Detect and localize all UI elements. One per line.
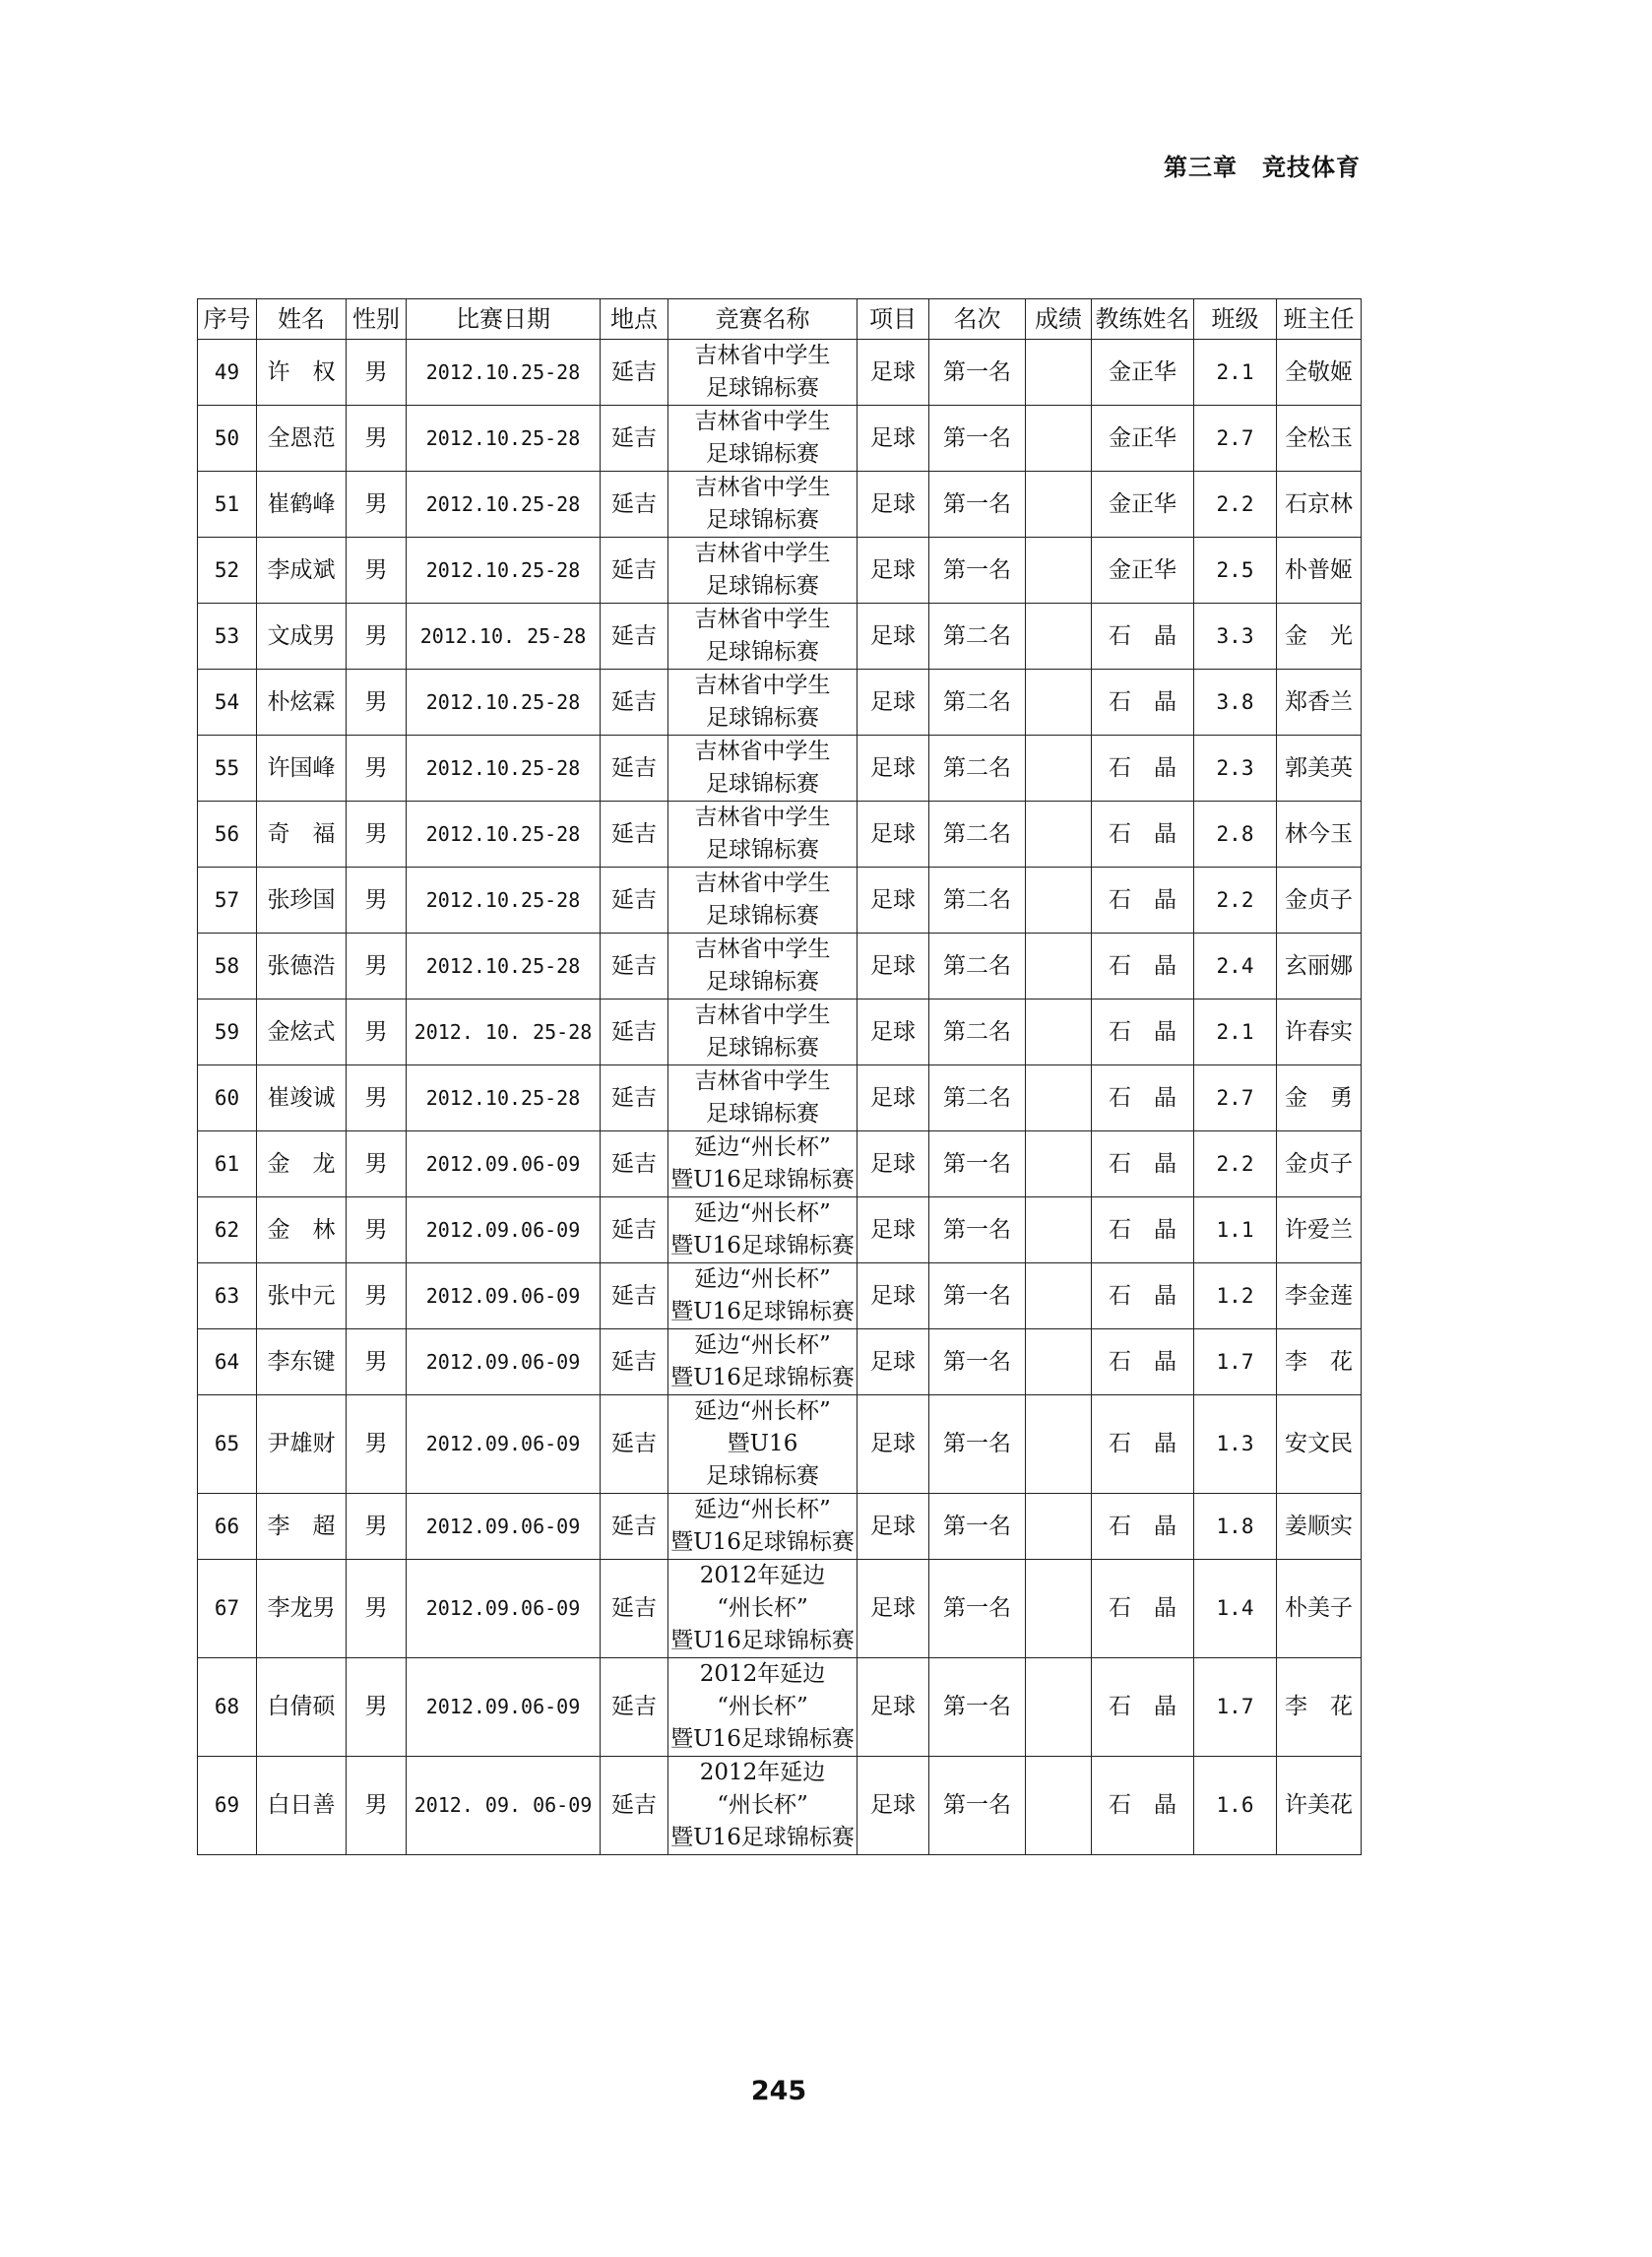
cell-class: 2.2 bbox=[1194, 868, 1277, 934]
header-place: 地点 bbox=[601, 299, 668, 340]
table-row bbox=[198, 406, 1362, 472]
cell-place: 延吉 bbox=[601, 1131, 668, 1197]
cell-coach: 石 晶 bbox=[1092, 1757, 1194, 1855]
cell-no: 54 bbox=[198, 670, 257, 736]
cell-rank: 第二名 bbox=[929, 604, 1026, 670]
cell-class: 2.5 bbox=[1194, 538, 1277, 604]
cell-date: 2012.09.06-09 bbox=[407, 1263, 601, 1329]
cell-event: 足球 bbox=[858, 1560, 929, 1658]
cell-gender: 男 bbox=[347, 1263, 407, 1329]
cell-date: 2012.09.06-09 bbox=[407, 1395, 601, 1494]
table-row bbox=[198, 1494, 1362, 1560]
cell-result bbox=[1026, 538, 1092, 604]
cell-event: 足球 bbox=[858, 406, 929, 472]
cell-coach: 石 晶 bbox=[1092, 1131, 1194, 1197]
header-competition: 竞赛名称 bbox=[668, 299, 858, 340]
cell-gender: 男 bbox=[347, 1494, 407, 1560]
table-row bbox=[198, 736, 1362, 802]
cell-teacher: 全敬姬 bbox=[1277, 340, 1362, 406]
table-row bbox=[198, 1000, 1362, 1065]
cell-place: 延吉 bbox=[601, 1263, 668, 1329]
cell-coach: 石 晶 bbox=[1092, 1395, 1194, 1494]
cell-event: 足球 bbox=[858, 802, 929, 868]
cell-rank: 第二名 bbox=[929, 670, 1026, 736]
cell-result bbox=[1026, 802, 1092, 868]
cell-name: 许国峰 bbox=[257, 736, 347, 802]
cell-gender: 男 bbox=[347, 1395, 407, 1494]
cell-class: 3.3 bbox=[1194, 604, 1277, 670]
cell-date: 2012.10.25-28 bbox=[407, 406, 601, 472]
cell-date: 2012.10.25-28 bbox=[407, 538, 601, 604]
cell-place: 延吉 bbox=[601, 1329, 668, 1395]
cell-gender: 男 bbox=[347, 406, 407, 472]
cell-no: 65 bbox=[198, 1395, 257, 1494]
cell-result bbox=[1026, 604, 1092, 670]
cell-gender: 男 bbox=[347, 1757, 407, 1855]
cell-coach: 金正华 bbox=[1092, 406, 1194, 472]
table-row bbox=[198, 802, 1362, 868]
cell-gender: 男 bbox=[347, 1065, 407, 1131]
header-date: 比赛日期 bbox=[407, 299, 601, 340]
cell-coach: 石 晶 bbox=[1092, 868, 1194, 934]
cell-gender: 男 bbox=[347, 1131, 407, 1197]
cell-place: 延吉 bbox=[601, 538, 668, 604]
cell-event: 足球 bbox=[858, 538, 929, 604]
cell-competition: 吉林省中学生 足球锦标赛 bbox=[668, 736, 858, 802]
cell-teacher: 玄丽娜 bbox=[1277, 934, 1362, 1000]
cell-gender: 男 bbox=[347, 934, 407, 1000]
cell-place: 延吉 bbox=[601, 1000, 668, 1065]
cell-date: 2012.10.25-28 bbox=[407, 1065, 601, 1131]
table-row bbox=[198, 1329, 1362, 1395]
cell-place: 延吉 bbox=[601, 1395, 668, 1494]
cell-no: 67 bbox=[198, 1560, 257, 1658]
cell-rank: 第一名 bbox=[929, 1197, 1026, 1263]
cell-teacher: 金 勇 bbox=[1277, 1065, 1362, 1131]
cell-coach: 石 晶 bbox=[1092, 670, 1194, 736]
cell-date: 2012.10.25-28 bbox=[407, 736, 601, 802]
cell-no: 51 bbox=[198, 472, 257, 538]
cell-result bbox=[1026, 1329, 1092, 1395]
cell-teacher: 全松玉 bbox=[1277, 406, 1362, 472]
cell-class: 1.7 bbox=[1194, 1329, 1277, 1395]
table-row bbox=[198, 538, 1362, 604]
table-row bbox=[198, 934, 1362, 1000]
cell-name: 李龙男 bbox=[257, 1560, 347, 1658]
cell-gender: 男 bbox=[347, 802, 407, 868]
cell-class: 1.2 bbox=[1194, 1263, 1277, 1329]
table-row bbox=[198, 604, 1362, 670]
cell-date: 2012. 09. 06-09 bbox=[407, 1757, 601, 1855]
cell-rank: 第二名 bbox=[929, 868, 1026, 934]
cell-rank: 第一名 bbox=[929, 1131, 1026, 1197]
cell-teacher: 许爱兰 bbox=[1277, 1197, 1362, 1263]
cell-competition: 吉林省中学生 足球锦标赛 bbox=[668, 406, 858, 472]
page-number: 245 bbox=[750, 2076, 807, 2106]
cell-gender: 男 bbox=[347, 1658, 407, 1757]
cell-class: 2.4 bbox=[1194, 934, 1277, 1000]
cell-place: 延吉 bbox=[601, 472, 668, 538]
cell-name: 朴炫霖 bbox=[257, 670, 347, 736]
cell-gender: 男 bbox=[347, 868, 407, 934]
header-gender: 性别 bbox=[347, 299, 407, 340]
cell-no: 63 bbox=[198, 1263, 257, 1329]
cell-result bbox=[1026, 1757, 1092, 1855]
cell-rank: 第一名 bbox=[929, 1560, 1026, 1658]
cell-competition: 吉林省中学生 足球锦标赛 bbox=[668, 340, 858, 406]
cell-place: 延吉 bbox=[601, 802, 668, 868]
cell-no: 60 bbox=[198, 1065, 257, 1131]
cell-competition: 吉林省中学生 足球锦标赛 bbox=[668, 538, 858, 604]
cell-result bbox=[1026, 736, 1092, 802]
cell-class: 1.4 bbox=[1194, 1560, 1277, 1658]
table-row bbox=[198, 670, 1362, 736]
cell-event: 足球 bbox=[858, 1197, 929, 1263]
cell-class: 2.7 bbox=[1194, 1065, 1277, 1131]
cell-class: 1.1 bbox=[1194, 1197, 1277, 1263]
cell-rank: 第一名 bbox=[929, 1263, 1026, 1329]
cell-class: 2.3 bbox=[1194, 736, 1277, 802]
cell-date: 2012.10.25-28 bbox=[407, 934, 601, 1000]
cell-rank: 第一名 bbox=[929, 1329, 1026, 1395]
cell-class: 1.8 bbox=[1194, 1494, 1277, 1560]
table-row bbox=[198, 1263, 1362, 1329]
cell-teacher: 石京林 bbox=[1277, 472, 1362, 538]
cell-event: 足球 bbox=[858, 934, 929, 1000]
cell-teacher: 李金莲 bbox=[1277, 1263, 1362, 1329]
cell-event: 足球 bbox=[858, 472, 929, 538]
cell-name: 尹雄财 bbox=[257, 1395, 347, 1494]
cell-place: 延吉 bbox=[601, 736, 668, 802]
table-header-row bbox=[198, 299, 1362, 340]
cell-event: 足球 bbox=[858, 670, 929, 736]
cell-competition: 吉林省中学生 足球锦标赛 bbox=[668, 670, 858, 736]
cell-coach: 金正华 bbox=[1092, 538, 1194, 604]
table-row bbox=[198, 1658, 1362, 1757]
cell-teacher: 林今玉 bbox=[1277, 802, 1362, 868]
header-name: 姓名 bbox=[257, 299, 347, 340]
cell-place: 延吉 bbox=[601, 868, 668, 934]
cell-place: 延吉 bbox=[601, 934, 668, 1000]
cell-date: 2012.09.06-09 bbox=[407, 1197, 601, 1263]
cell-coach: 石 晶 bbox=[1092, 1197, 1194, 1263]
cell-no: 61 bbox=[198, 1131, 257, 1197]
header-result: 成绩 bbox=[1026, 299, 1092, 340]
cell-result bbox=[1026, 1131, 1092, 1197]
cell-name: 全恩范 bbox=[257, 406, 347, 472]
cell-rank: 第一名 bbox=[929, 406, 1026, 472]
cell-event: 足球 bbox=[858, 604, 929, 670]
cell-teacher: 金贞子 bbox=[1277, 868, 1362, 934]
cell-rank: 第二名 bbox=[929, 934, 1026, 1000]
cell-name: 李 超 bbox=[257, 1494, 347, 1560]
cell-event: 足球 bbox=[858, 736, 929, 802]
cell-result bbox=[1026, 868, 1092, 934]
cell-class: 2.8 bbox=[1194, 802, 1277, 868]
cell-name: 许 权 bbox=[257, 340, 347, 406]
cell-teacher: 许春实 bbox=[1277, 1000, 1362, 1065]
cell-rank: 第一名 bbox=[929, 472, 1026, 538]
cell-no: 69 bbox=[198, 1757, 257, 1855]
table-row bbox=[198, 340, 1362, 406]
cell-rank: 第二名 bbox=[929, 1000, 1026, 1065]
cell-event: 足球 bbox=[858, 1329, 929, 1395]
cell-rank: 第二名 bbox=[929, 802, 1026, 868]
cell-teacher: 郑香兰 bbox=[1277, 670, 1362, 736]
cell-competition: 吉林省中学生 足球锦标赛 bbox=[668, 604, 858, 670]
cell-date: 2012.10.25-28 bbox=[407, 868, 601, 934]
cell-name: 金 龙 bbox=[257, 1131, 347, 1197]
cell-event: 足球 bbox=[858, 1065, 929, 1131]
cell-result bbox=[1026, 1494, 1092, 1560]
table-row bbox=[198, 1131, 1362, 1197]
table-row bbox=[198, 1757, 1362, 1855]
cell-place: 延吉 bbox=[601, 406, 668, 472]
cell-result bbox=[1026, 472, 1092, 538]
cell-result bbox=[1026, 1395, 1092, 1494]
cell-event: 足球 bbox=[858, 1757, 929, 1855]
cell-teacher: 金贞子 bbox=[1277, 1131, 1362, 1197]
cell-event: 足球 bbox=[858, 340, 929, 406]
header-no: 序号 bbox=[198, 299, 257, 340]
cell-rank: 第一名 bbox=[929, 1658, 1026, 1757]
cell-no: 66 bbox=[198, 1494, 257, 1560]
cell-gender: 男 bbox=[347, 1560, 407, 1658]
cell-name: 金炫式 bbox=[257, 1000, 347, 1065]
cell-no: 58 bbox=[198, 934, 257, 1000]
cell-class: 1.7 bbox=[1194, 1658, 1277, 1757]
cell-teacher: 朴普姬 bbox=[1277, 538, 1362, 604]
cell-date: 2012. 10. 25-28 bbox=[407, 1000, 601, 1065]
cell-no: 57 bbox=[198, 868, 257, 934]
cell-place: 延吉 bbox=[601, 340, 668, 406]
cell-result bbox=[1026, 1000, 1092, 1065]
cell-event: 足球 bbox=[858, 1263, 929, 1329]
cell-rank: 第一名 bbox=[929, 1395, 1026, 1494]
header-coach: 教练姓名 bbox=[1092, 299, 1194, 340]
cell-gender: 男 bbox=[347, 736, 407, 802]
cell-name: 文成男 bbox=[257, 604, 347, 670]
cell-coach: 石 晶 bbox=[1092, 604, 1194, 670]
cell-no: 49 bbox=[198, 340, 257, 406]
cell-event: 足球 bbox=[858, 1131, 929, 1197]
cell-date: 2012.09.06-09 bbox=[407, 1560, 601, 1658]
cell-coach: 石 晶 bbox=[1092, 1263, 1194, 1329]
cell-name: 崔竣诚 bbox=[257, 1065, 347, 1131]
cell-gender: 男 bbox=[347, 604, 407, 670]
cell-class: 1.3 bbox=[1194, 1395, 1277, 1494]
cell-name: 金 林 bbox=[257, 1197, 347, 1263]
cell-place: 延吉 bbox=[601, 1658, 668, 1757]
cell-competition: 吉林省中学生 足球锦标赛 bbox=[668, 1065, 858, 1131]
cell-result bbox=[1026, 1197, 1092, 1263]
cell-teacher: 朴美子 bbox=[1277, 1560, 1362, 1658]
cell-coach: 石 晶 bbox=[1092, 736, 1194, 802]
cell-event: 足球 bbox=[858, 1000, 929, 1065]
cell-teacher: 郭美英 bbox=[1277, 736, 1362, 802]
cell-competition: 延边“州长杯” 暨U16 足球锦标赛 bbox=[668, 1395, 858, 1494]
cell-gender: 男 bbox=[347, 340, 407, 406]
cell-gender: 男 bbox=[347, 1000, 407, 1065]
cell-name: 张德浩 bbox=[257, 934, 347, 1000]
cell-date: 2012.09.06-09 bbox=[407, 1131, 601, 1197]
cell-no: 64 bbox=[198, 1329, 257, 1395]
cell-result bbox=[1026, 406, 1092, 472]
cell-date: 2012.10.25-28 bbox=[407, 472, 601, 538]
header-class: 班级 bbox=[1194, 299, 1277, 340]
cell-gender: 男 bbox=[347, 670, 407, 736]
cell-date: 2012.10.25-28 bbox=[407, 670, 601, 736]
cell-teacher: 安文民 bbox=[1277, 1395, 1362, 1494]
cell-class: 3.8 bbox=[1194, 670, 1277, 736]
cell-competition: 延边“州长杯” 暨U16足球锦标赛 bbox=[668, 1131, 858, 1197]
cell-gender: 男 bbox=[347, 538, 407, 604]
cell-rank: 第二名 bbox=[929, 1065, 1026, 1131]
header-rank: 名次 bbox=[929, 299, 1026, 340]
cell-teacher: 许美花 bbox=[1277, 1757, 1362, 1855]
cell-name: 奇 福 bbox=[257, 802, 347, 868]
cell-event: 足球 bbox=[858, 1658, 929, 1757]
cell-no: 59 bbox=[198, 1000, 257, 1065]
cell-coach: 石 晶 bbox=[1092, 934, 1194, 1000]
cell-coach: 石 晶 bbox=[1092, 802, 1194, 868]
cell-date: 2012.09.06-09 bbox=[407, 1494, 601, 1560]
cell-competition: 延边“州长杯” 暨U16足球锦标赛 bbox=[668, 1263, 858, 1329]
cell-result bbox=[1026, 340, 1092, 406]
cell-date: 2012.09.06-09 bbox=[407, 1329, 601, 1395]
cell-no: 55 bbox=[198, 736, 257, 802]
table-row bbox=[198, 1065, 1362, 1131]
table-row bbox=[198, 1197, 1362, 1263]
cell-place: 延吉 bbox=[601, 1757, 668, 1855]
table-row bbox=[198, 1560, 1362, 1658]
cell-competition: 吉林省中学生 足球锦标赛 bbox=[668, 802, 858, 868]
cell-competition: 延边“州长杯” 暨U16足球锦标赛 bbox=[668, 1329, 858, 1395]
cell-coach: 石 晶 bbox=[1092, 1494, 1194, 1560]
cell-result bbox=[1026, 934, 1092, 1000]
cell-date: 2012.10. 25-28 bbox=[407, 604, 601, 670]
cell-rank: 第一名 bbox=[929, 1494, 1026, 1560]
cell-competition: 延边“州长杯” 暨U16足球锦标赛 bbox=[668, 1197, 858, 1263]
cell-competition: 2012年延边 “州长杯” 暨U16足球锦标赛 bbox=[668, 1658, 858, 1757]
cell-place: 延吉 bbox=[601, 1065, 668, 1131]
cell-coach: 石 晶 bbox=[1092, 1000, 1194, 1065]
cell-name: 李成斌 bbox=[257, 538, 347, 604]
cell-teacher: 李 花 bbox=[1277, 1329, 1362, 1395]
cell-teacher: 金 光 bbox=[1277, 604, 1362, 670]
cell-no: 56 bbox=[198, 802, 257, 868]
table-row bbox=[198, 472, 1362, 538]
cell-rank: 第一名 bbox=[929, 538, 1026, 604]
table-body bbox=[198, 340, 1362, 1855]
cell-competition: 吉林省中学生 足球锦标赛 bbox=[668, 472, 858, 538]
cell-teacher: 姜顺实 bbox=[1277, 1494, 1362, 1560]
cell-place: 延吉 bbox=[601, 604, 668, 670]
cell-competition: 吉林省中学生 足球锦标赛 bbox=[668, 1000, 858, 1065]
cell-no: 53 bbox=[198, 604, 257, 670]
cell-teacher: 李 花 bbox=[1277, 1658, 1362, 1757]
cell-result bbox=[1026, 1263, 1092, 1329]
cell-place: 延吉 bbox=[601, 1197, 668, 1263]
cell-name: 白倩硕 bbox=[257, 1658, 347, 1757]
cell-class: 2.1 bbox=[1194, 340, 1277, 406]
cell-place: 延吉 bbox=[601, 670, 668, 736]
cell-coach: 金正华 bbox=[1092, 340, 1194, 406]
cell-gender: 男 bbox=[347, 1197, 407, 1263]
cell-coach: 石 晶 bbox=[1092, 1329, 1194, 1395]
cell-competition: 吉林省中学生 足球锦标赛 bbox=[668, 868, 858, 934]
table-row bbox=[198, 868, 1362, 934]
header-event: 项目 bbox=[858, 299, 929, 340]
cell-name: 张中元 bbox=[257, 1263, 347, 1329]
cell-rank: 第二名 bbox=[929, 736, 1026, 802]
cell-event: 足球 bbox=[858, 1494, 929, 1560]
cell-name: 白日善 bbox=[257, 1757, 347, 1855]
cell-coach: 石 晶 bbox=[1092, 1065, 1194, 1131]
table-row bbox=[198, 1395, 1362, 1494]
header-teacher: 班主任 bbox=[1277, 299, 1362, 340]
chapter-title: 第三章 竞技体育 bbox=[1164, 154, 1361, 181]
cell-class: 2.2 bbox=[1194, 1131, 1277, 1197]
cell-no: 50 bbox=[198, 406, 257, 472]
cell-name: 崔鹤峰 bbox=[257, 472, 347, 538]
cell-date: 2012.10.25-28 bbox=[407, 340, 601, 406]
cell-date: 2012.09.06-09 bbox=[407, 1658, 601, 1757]
cell-rank: 第一名 bbox=[929, 340, 1026, 406]
cell-coach: 石 晶 bbox=[1092, 1658, 1194, 1757]
cell-result bbox=[1026, 1065, 1092, 1131]
cell-class: 2.1 bbox=[1194, 1000, 1277, 1065]
cell-place: 延吉 bbox=[601, 1494, 668, 1560]
results-table bbox=[197, 298, 1362, 1855]
cell-place: 延吉 bbox=[601, 1560, 668, 1658]
cell-result bbox=[1026, 1560, 1092, 1658]
cell-no: 68 bbox=[198, 1658, 257, 1757]
cell-no: 52 bbox=[198, 538, 257, 604]
cell-class: 1.6 bbox=[1194, 1757, 1277, 1855]
cell-coach: 金正华 bbox=[1092, 472, 1194, 538]
cell-competition: 2012年延边 “州长杯” 暨U16足球锦标赛 bbox=[668, 1757, 858, 1855]
cell-competition: 2012年延边 “州长杯” 暨U16足球锦标赛 bbox=[668, 1560, 858, 1658]
cell-name: 张珍国 bbox=[257, 868, 347, 934]
cell-competition: 吉林省中学生 足球锦标赛 bbox=[668, 934, 858, 1000]
cell-date: 2012.10.25-28 bbox=[407, 802, 601, 868]
cell-class: 2.7 bbox=[1194, 406, 1277, 472]
cell-competition: 延边“州长杯” 暨U16足球锦标赛 bbox=[668, 1494, 858, 1560]
cell-rank: 第一名 bbox=[929, 1757, 1026, 1855]
cell-result bbox=[1026, 670, 1092, 736]
cell-event: 足球 bbox=[858, 868, 929, 934]
cell-name: 李东键 bbox=[257, 1329, 347, 1395]
cell-event: 足球 bbox=[858, 1395, 929, 1494]
cell-no: 62 bbox=[198, 1197, 257, 1263]
cell-class: 2.2 bbox=[1194, 472, 1277, 538]
cell-coach: 石 晶 bbox=[1092, 1560, 1194, 1658]
cell-gender: 男 bbox=[347, 1329, 407, 1395]
cell-gender: 男 bbox=[347, 472, 407, 538]
cell-result bbox=[1026, 1658, 1092, 1757]
